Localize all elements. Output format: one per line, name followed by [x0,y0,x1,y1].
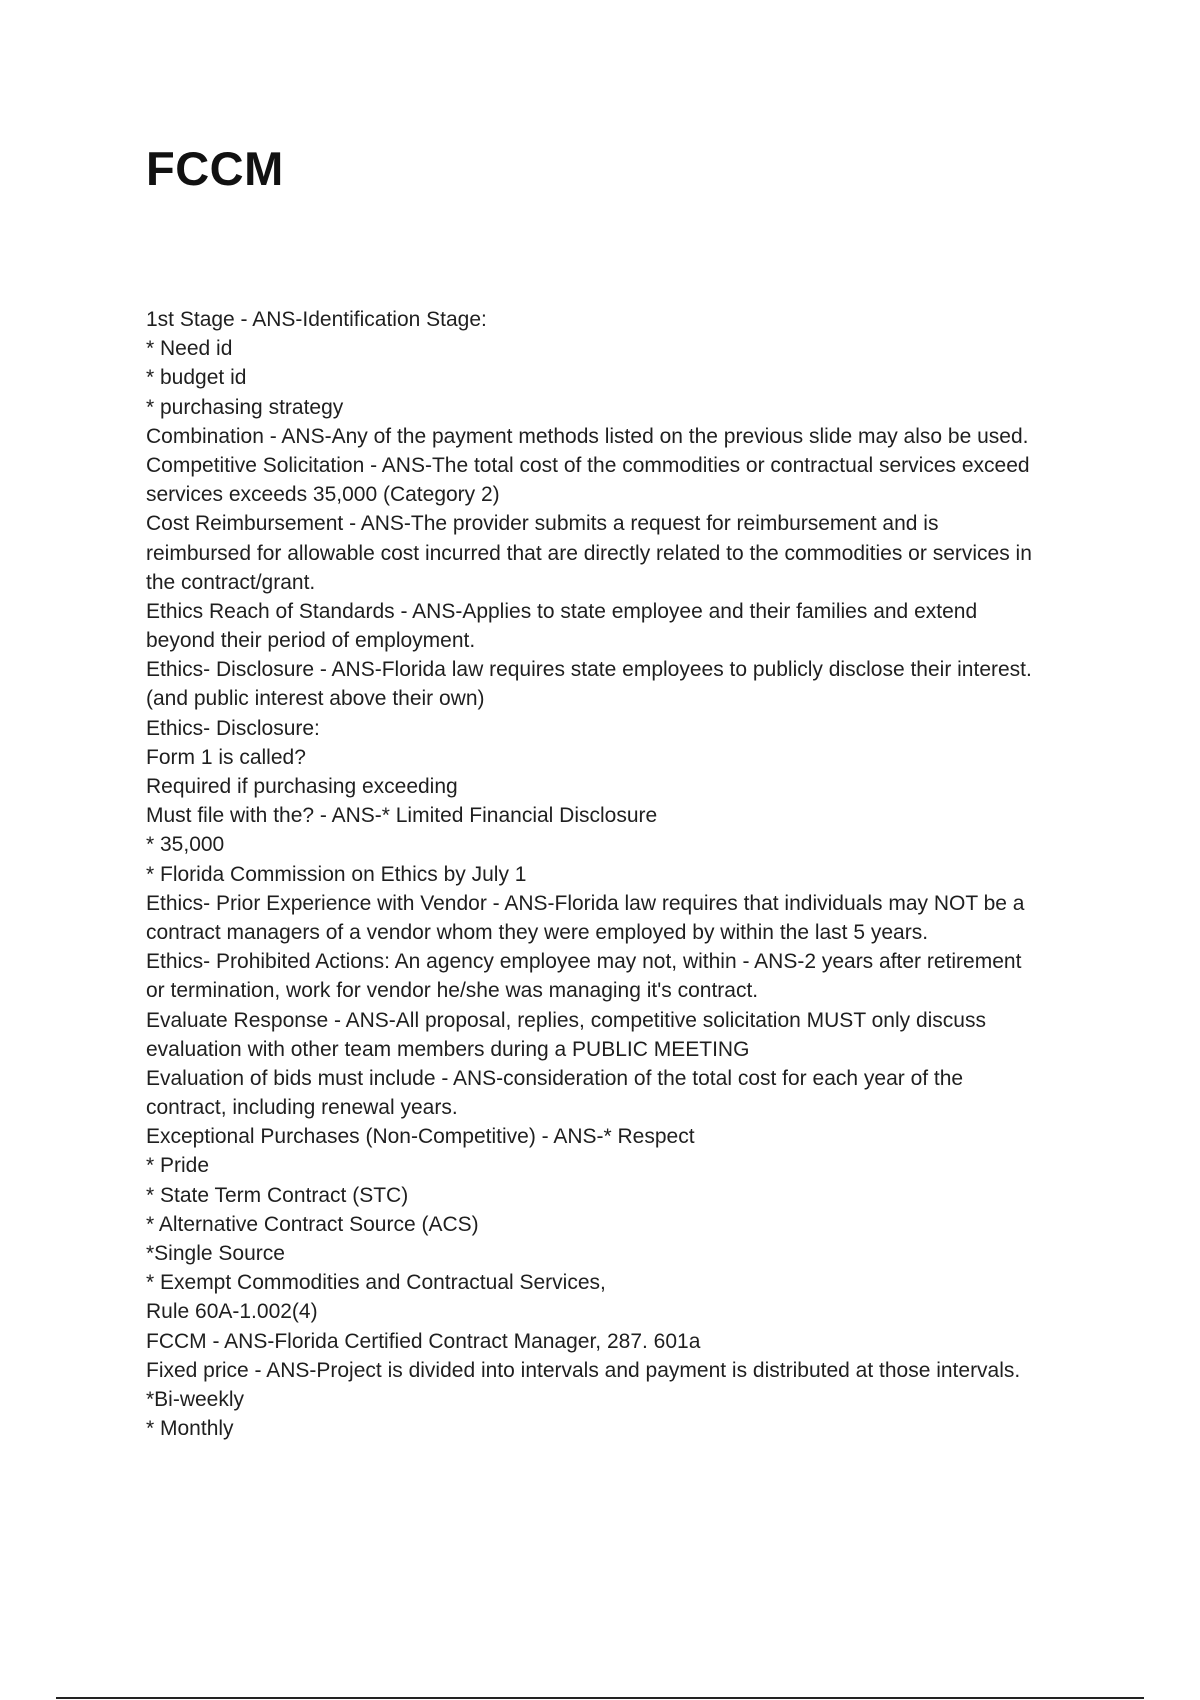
document-title: FCCM [146,142,284,195]
document-line: or termination, work for vendor he/she was managing it's contract. [146,979,759,1003]
document-line: (and public interest above their own) [146,687,485,711]
document-line: * Florida Commission on Ethics by July 1 [146,862,527,886]
document-line: Competitive Solicitation - ANS-The total cost of the commodities or contractual services exceed [146,453,1030,477]
document-line: * Need id [146,337,233,361]
document-line: Cost Reimbursement - ANS-The provider submits a request for reimbursement and is [146,512,939,536]
document-line: contract, including renewal years. [146,1096,458,1120]
document-line: Combination - ANS-Any of the payment methods listed on the previous slide may also be used. [146,424,1029,448]
document-line: *Bi-weekly [146,1387,245,1411]
document-line: Rule 60A-1.002(4) [146,1300,318,1324]
document-body [146,305,1086,1443]
document-line: *Single Source [146,1242,285,1265]
document-line: Form 1 is called? [146,745,306,769]
document-line: Evaluate Response - ANS-All proposal, replies, competitive solicitation MUST only discuss [146,1008,986,1032]
document-line: * 35,000 [146,833,225,857]
document-line: evaluation with other team members during a PUBLIC MEETING [146,1037,750,1061]
document-line: Ethics Reach of Standards - ANS-Applies to state employee and their families and extend [146,599,978,623]
document-line: * Exempt Commodities and Contractual Services, [146,1271,606,1295]
document-line: contract managers of a vendor whom they were employed by within the last 5 years. [146,920,929,944]
document-line: * Alternative Contract Source (ACS) [146,1212,479,1236]
document-line: * State Term Contract (STC) [146,1183,409,1207]
document-line: * Pride [146,1154,210,1178]
document-line: reimbursed for allowable cost incurred that are directly related to the commodities or services in [146,541,1032,565]
document-line: Ethics- Prior Experience with Vendor - ANS-Florida law requires that individuals may NOT be a [146,891,1025,915]
document-line: Exceptional Purchases (Non-Competitive) - ANS-* Respect [146,1125,695,1149]
document-line: Evaluation of bids must include - ANS-consideration of the total cost for each year of the [146,1066,964,1090]
document-line: the contract/grant. [146,570,316,594]
document-line: Fixed price - ANS-Project is divided into intervals and payment is distributed at those intervals. [146,1358,1021,1382]
document-line: Ethics- Disclosure - ANS-Florida law requires state employees to publicly disclose their interest. [146,658,1032,682]
document-line: * Monthly [146,1417,234,1441]
document-line: FCCM - ANS-Florida Certified Contract Manager, 287. 601a [146,1329,701,1353]
document-line: Ethics- Prohibited Actions: An agency employee may not, within - ANS-2 years after retirement [146,950,1022,974]
document-line: Required if purchasing exceeding [146,775,458,798]
document-line: beyond their period of employment. [146,629,476,653]
document-line: * budget id [146,366,247,390]
document-line: Must file with the? - ANS-* Limited Financial Disclosure [146,804,658,828]
document-line: Ethics- Disclosure: [146,716,320,740]
document-line: * purchasing strategy [146,395,344,419]
document-line: services exceeds 35,000 (Category 2) [146,483,500,507]
footer-divider [56,1697,1144,1699]
document-line: 1st Stage - ANS-Identification Stage: [146,308,487,331]
